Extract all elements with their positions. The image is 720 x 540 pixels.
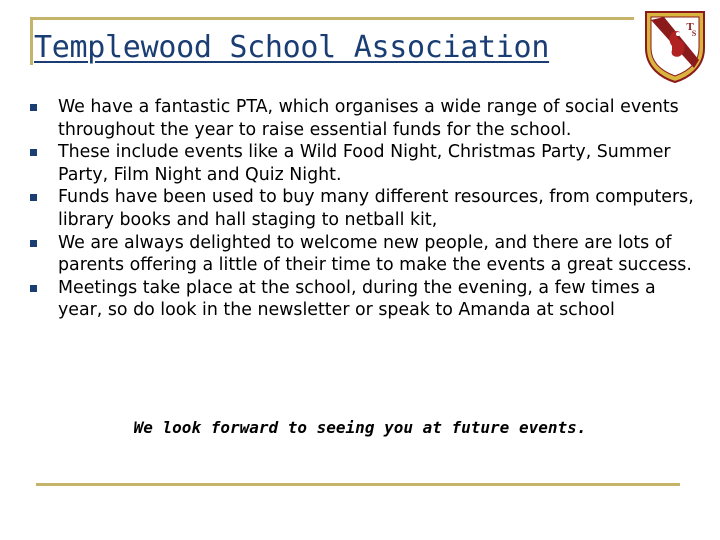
bullet-text: We have a fantastic PTA, which organises a wide range of social events throughout the year to raise essential funds for the school. (58, 97, 679, 140)
top-frame-line (30, 17, 634, 20)
bullet-item (28, 141, 698, 186)
school-crest-icon (642, 8, 708, 84)
bullet-list (28, 96, 698, 322)
bullet-item (28, 232, 698, 277)
bullet-square-icon (30, 149, 37, 156)
bullet-square-icon (30, 104, 37, 111)
left-frame-line (30, 17, 33, 65)
bullet-item (28, 186, 698, 231)
closing-message: We look forward to seeing you at future events. (133, 418, 587, 437)
bullet-text: Funds have been used to buy many different resources, from computers, library books and hall staging to netball kit, (58, 187, 694, 230)
slide-title: Templewood School Association (34, 30, 550, 65)
bullet-item (28, 96, 698, 141)
bullet-square-icon (30, 240, 37, 247)
bullet-text: Meetings take place at the school, during the evening, a few times a year, so do look in the newsletter or speak to Amanda at school (58, 277, 656, 321)
svg-text:S: S (691, 29, 697, 38)
bullet-text: These include events like a Wild Food Night, Christmas Party, Summer Party, Film Night and Quiz Night. (58, 142, 671, 185)
bottom-frame-line (36, 483, 680, 486)
bullet-square-icon (30, 285, 37, 292)
bullet-square-icon (30, 194, 37, 201)
svg-text:T: T (686, 21, 694, 33)
bullet-text: We are always delighted to welcome new people, and there are lots of parents offering a little of their time to make the events a great success. (58, 232, 692, 276)
bullet-item (28, 277, 698, 322)
